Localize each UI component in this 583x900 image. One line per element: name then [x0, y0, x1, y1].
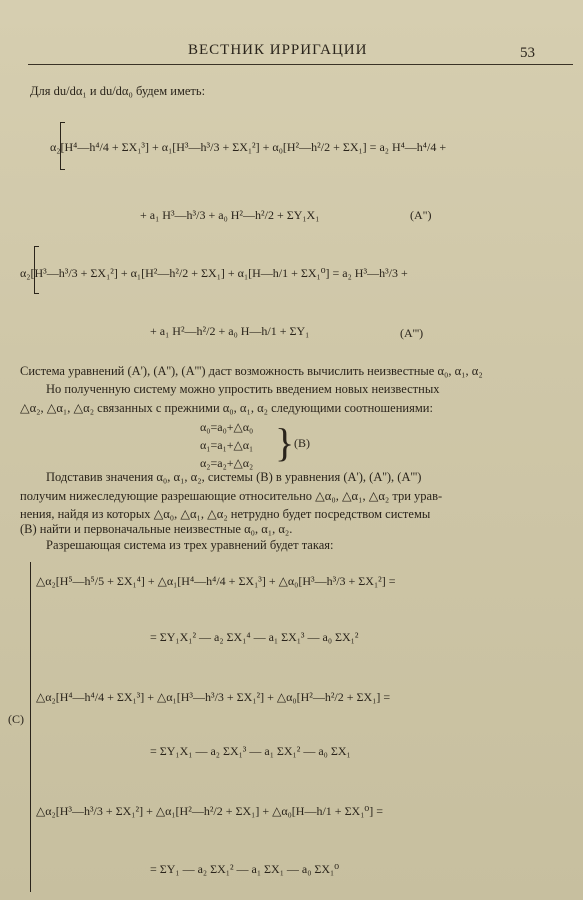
- paragraph-line: Разрешающая система из трех уравнений будет такая:: [46, 538, 334, 552]
- equation-label-a2: (A"): [410, 208, 432, 222]
- brace-right: }: [275, 420, 295, 465]
- equation-a3-line1: α₂[H³—h³/3 + ΣX₁²] + α₁[H²—h²/2 + ΣX₁] + α₁[H—h/1 + ΣX₁⁰] = a₂ H³—h³/3 +: [20, 266, 408, 280]
- paragraph-line: △α₂, △α₁, △α₂ связанных с прежними α₀, α₁, α₂ следующими соотношениями:: [20, 401, 433, 415]
- system-b-line: α₁=a₁+△α₁: [200, 438, 254, 452]
- paragraph-line: нения, найдя из которых △α₀, △α₁, △α₂ нетрудно будет посредством системы: [20, 507, 431, 521]
- equation-a2-line1: α₂[H⁴—h⁴/4 + ΣX₁³] + α₁[H³—h³/3 + ΣX₁²] + α₀[H²—h²/2 + ΣX₁] = a₂ H⁴—h⁴/4 +: [50, 140, 447, 154]
- system-b-line: α₂=a₂+△α₂: [200, 456, 254, 470]
- equation-a3-line2: + a₁ H²—h²/2 + a₀ H—h/1 + ΣY₁: [150, 324, 310, 338]
- system-c-eq1-top: △α₂[H⁵—h⁵/5 + ΣX₁⁴] + △α₁[H⁴—h⁴/4 + ΣX₁³] + △α₀[H³—h³/3 + ΣX₁²] =: [36, 574, 396, 588]
- paragraph-line: Но полученную систему можно упростить введением новых неизвестных: [46, 382, 440, 396]
- intro-line: Для du/dα₁ и du/dα₀ будем иметь:: [30, 84, 206, 98]
- system-c-bar: [30, 562, 31, 892]
- system-b-label: (B): [294, 436, 310, 450]
- system-c-eq1-bottom: = ΣY₁X₁² — a₂ ΣX₁⁴ — a₁ ΣX₁³ — a₀ ΣX₁²: [150, 630, 359, 644]
- system-c-eq3-top: △α₂[H³—h³/3 + ΣX₁²] + △α₁[H²—h²/2 + ΣX₁] + △α₀[H—h/1 + ΣX₁⁰] =: [36, 804, 383, 818]
- system-b-line: α₀=a₀+△α₀: [200, 420, 254, 434]
- system-c-eq2-top: △α₂[H⁴—h⁴/4 + ΣX₁³] + △α₁[H³—h³/3 + ΣX₁²] + △α₀[H²—h²/2 + ΣX₁] =: [36, 690, 391, 704]
- header-rule: [28, 64, 573, 65]
- paragraph-line: Система уравнений (A'), (A''), (A''') даст возможность вычислить неизвестные α₀, α₁, α₂: [20, 364, 483, 378]
- system-c-eq3-bottom: = ΣY₁ — a₂ ΣX₁² — a₁ ΣX₁ — a₀ ΣX₁⁰: [150, 862, 340, 876]
- equation-a2-line2: + a₁ H³—h³/3 + a₀ H²—h²/2 + ΣY₁X₁: [140, 208, 320, 222]
- paragraph-line: (B) найти и первоначальные неизвестные α₀, α₁, α₂.: [20, 522, 293, 536]
- equation-label-a3: (A'''): [400, 326, 424, 340]
- paragraph-line: Подставив значения α₀, α₁, α₂, системы (B) в уравнения (A'), (A''), (A'''): [46, 470, 422, 484]
- system-c-eq2-bottom: = ΣY₁X₁ — a₂ ΣX₁³ — a₁ ΣX₁² — a₀ ΣX₁: [150, 744, 351, 758]
- system-b: [200, 418, 253, 472]
- system-c-label: (C): [8, 712, 24, 726]
- page-number: 53: [520, 45, 535, 61]
- journal-title: ВЕСТНИК ИРРИГАЦИИ: [188, 42, 368, 58]
- paragraph-line: получим нижеследующие разрешающие относительно △α₀, △α₁, △α₂ три урав-: [20, 489, 443, 503]
